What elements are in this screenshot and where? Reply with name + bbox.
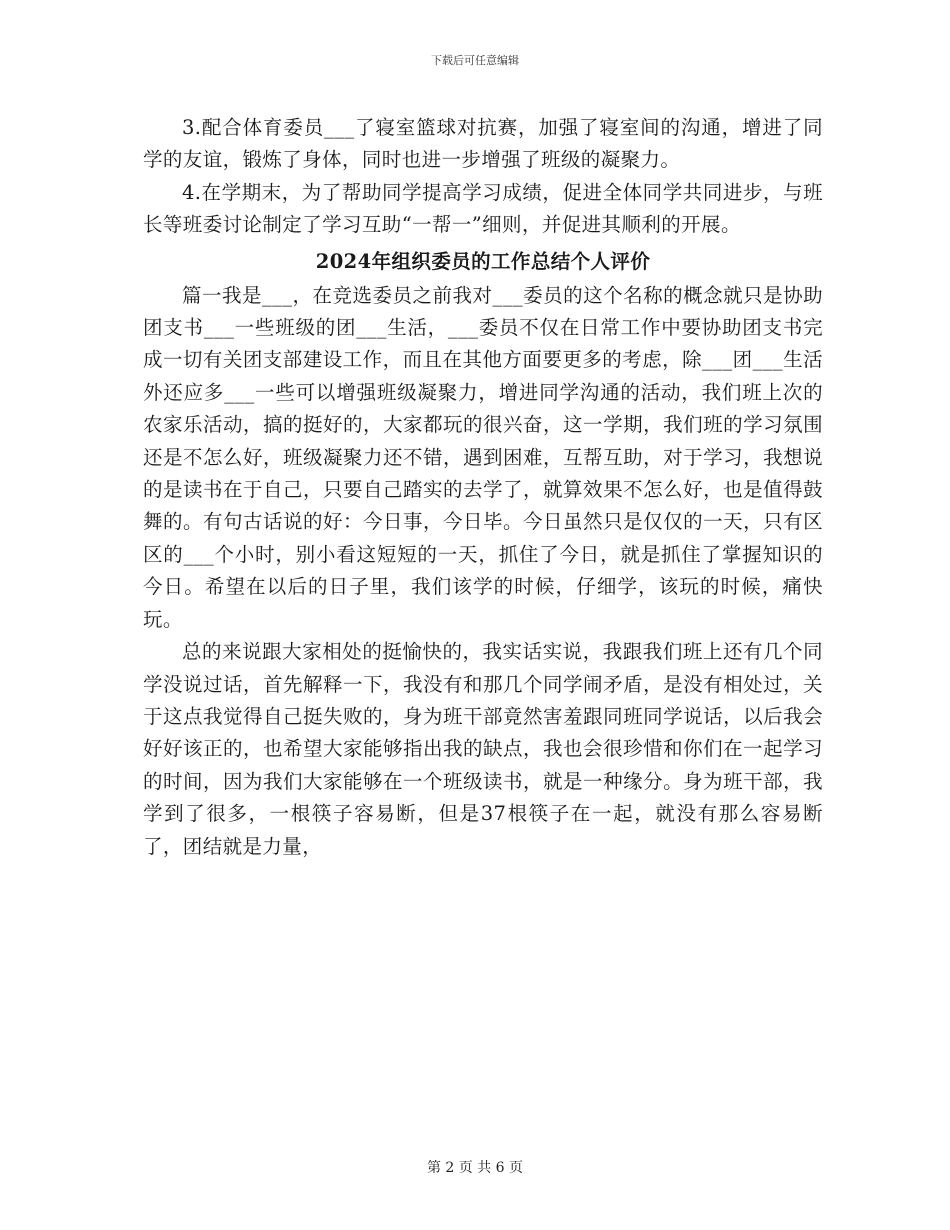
paragraph-item-3: 3.配合体育委员___了寝室篮球对抗赛，加强了寝室间的沟通，增进了同学的友谊，锻炼了身体，同时也进一步增强了班级的凝聚力。 xyxy=(143,116,823,172)
paragraph-item-4: 4.在学期末，为了帮助同学提高学习成绩，促进全体同学共同进步，与班长等班委讨论制定了学习互助“一帮一”细则，并促进其顺利的开展。 xyxy=(143,180,823,237)
paragraph-article-1: 篇一我是___，在竞选委员之前我对___委员的这个名称的概念就只是协助团支书___一些班级的团___生活，___委员不仅在日常工作中要协助团支书完成一切有关团支部建设工作，而且在其他方面要更多的考虑，除___团___生活外还应多___一些可以增强班级凝聚力，增进同学沟通的活动，我们班上次的农家乐活动，搞的挺好的，大家都玩的很兴奋，这一学期，我们班的学习氛围还是不怎么好，班级凝聚力还不错，遇到困难，互帮互助，对于学习，我想说的是读书在于自己，只要自己踏实的去学了，就算效果不怎么好，也是值得鼓舞的。有句古话说的好：今日事，今日毕。今日虽然只是仅仅的一天，只有区区的___个小时，别小看这短短的一天，抓住了今日，就是抓住了掌握知识的今日。希望在以后的日子里，我们该学的时候，仔细学，该玩的时候，痛快玩。 xyxy=(143,283,823,631)
section-title: 2024年组织委员的工作总结个人评价 xyxy=(315,249,651,273)
page-number-footer: 第 2 页 共 6 页 xyxy=(426,1160,524,1176)
page-header-note: 下载后可任意编辑 xyxy=(431,54,519,67)
document-body xyxy=(143,112,823,863)
paragraph-article-2: 总的来说跟大家相处的挺愉快的，我实话实说，我跟我们班上还有几个同学没说过话，首先解释一下，我没有和那几个同学闹矛盾，是没有相处过，关于这点我觉得自己挺失败的，身为班干部竟然害羞跟同班同学说话，以后我会好好该正的，也希望大家能够指出我的缺点，我也会很珍惜和你们在一起学习的时间，因为我们大家能够在一个班级读书，就是一种缘分。身为班干部，我学到了很多，一根筷子容易断，但是37根筷子在一起，就没有那么容易断了，团结就是力量， xyxy=(143,640,823,858)
